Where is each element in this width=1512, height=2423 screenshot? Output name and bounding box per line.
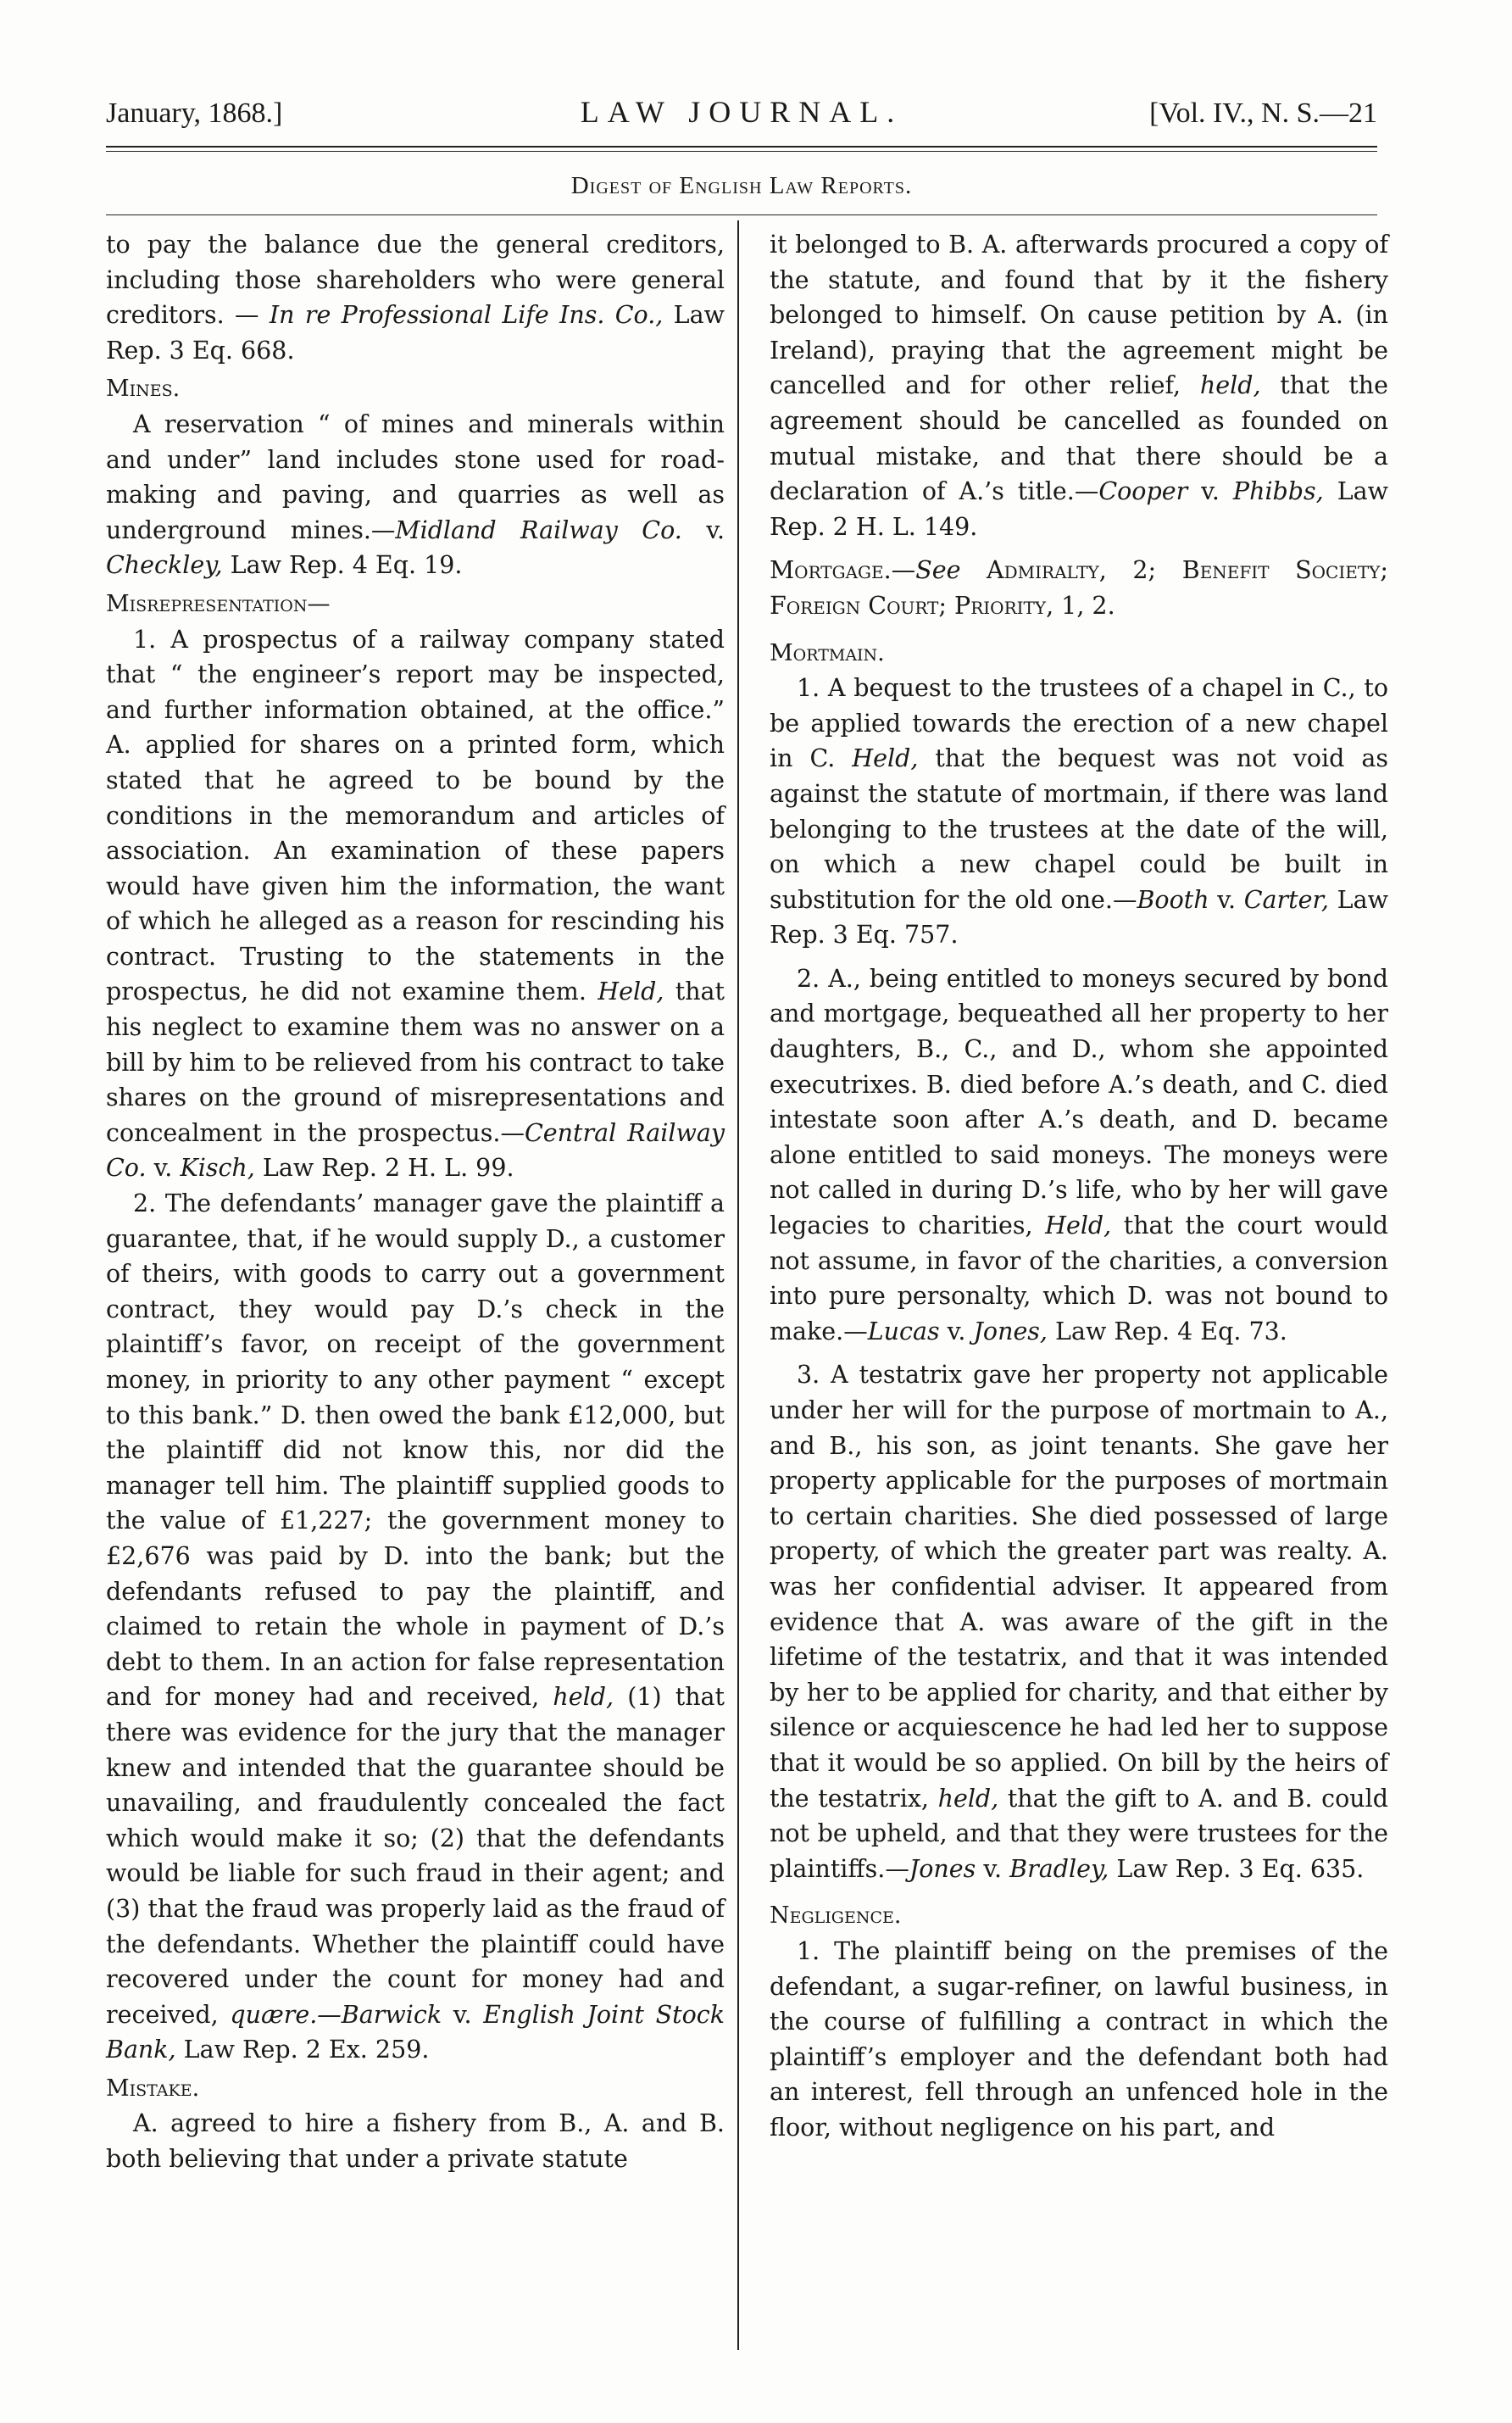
header-date: January, 1868.] <box>106 97 283 129</box>
header-journal-title: LAW JOURNAL. <box>580 95 903 129</box>
paragraph-mines: A reservation “ of mines and minerals within and under” land includes stone used for road-making and paving, and quarries as well as underground mines.—Midland Railway Co. v. Checkley, Law Rep. 4 Eq. 19. <box>106 409 725 580</box>
section-title: Digest of English Law Reports. <box>570 172 913 199</box>
case-name: English Joint Stock Bank, <box>106 2000 725 2064</box>
column-divider <box>737 220 739 2350</box>
heading-mortgage: Mortgage.—See Admiralty, 2; Benefit Society; Foreign Court; Priority, 1, 2. <box>770 556 1388 620</box>
paragraph-cooper-phibbs: it belonged to B. A. afterwards procured a copy of the statute, and found that by it the fishery belonged to himself. On cause petition by A. (in Ireland), praying that the agreement might be cancelled and for other relief, held, that the agreement should be cancelled as founded on mutual mistake, and that there should be a declaration of A.’s title.—Cooper v. Phibbs, Law Rep. 2 H. L. 149. <box>770 231 1389 541</box>
case-name: Cooper <box>1098 477 1188 506</box>
paragraph-mortmain-2: 2. A., being entitled to moneys secured by bond and mortgage, bequeathed all her property to her daughters, B., C., and D., whom she appointed executrixes. B. died before A.’s death, and C. died intestate soon after A.’s death, and D. became alone entitled to said moneys. The moneys were not called in during D.’s life, who by her will gave legacies to charities, Held, that the court would not assume, in favor of the charities, a conversion into pure personalty, which D. was not bound to make.—Lucas v. Jones, Law Rep. 4 Eq. 73. <box>770 964 1389 1345</box>
case-name: Lucas <box>867 1317 940 1345</box>
case-name: Barwick <box>341 2000 442 2029</box>
running-header <box>106 89 1377 140</box>
right-column <box>770 227 1388 2145</box>
heading-mines: Mines. <box>106 376 181 403</box>
case-name: Booth <box>1137 885 1209 914</box>
header-rule-thick <box>106 146 1377 148</box>
case-name: Jones <box>909 1854 976 1883</box>
section-rule <box>106 214 1377 215</box>
heading-mortmain: Mortmain. <box>770 639 885 666</box>
paragraph-mistake: A. agreed to hire a fishery from B., A. and B. both believing that under a private statute <box>106 2109 725 2174</box>
case-name: Midland Railway Co. <box>395 515 682 544</box>
case-name: Jones, <box>973 1317 1048 1345</box>
case-name: Checkley, <box>106 551 223 580</box>
case-name: Central Railway Co. <box>106 1118 725 1183</box>
paragraph-misrepresentation-1: 1. A prospectus of a railway company stated that “ the engineer’s report may be inspected, and further information obtained, at the office.” A. applied for shares on a printed form, which stated that he agreed to be bound by the conditions in the memorandum and articles of association. An examination of these papers would have given him the information, the want of which he alleged as a reason for rescinding his contract. Trusting to the statements in the prospectus, he did not examine them. Held, that his neglect to examine them was no answer on a bill by him to be relieved from his contract to take shares on the ground of misrepresentations and concealment in the prospectus.—Central Railway Co. v. Kisch, Law Rep. 2 H. L. 99. <box>106 625 725 1183</box>
paragraph-negligence-1: 1. The plaintiff being on the premises of the defendant, a sugar-refiner, on lawful business, in the course of fulfilling a contract in which the plaintiff’s employer and the defendant both had an interest, fell through an unfenced hole in the floor, without negligence on his part, and <box>770 1936 1388 2142</box>
left-column <box>106 227 725 2177</box>
case-name: Bradley, <box>1009 1854 1109 1883</box>
heading-misrepresentation: Misrepresentation— <box>106 590 331 617</box>
header-rule-thin <box>106 151 1377 152</box>
paragraph-mortmain-1: 1. A bequest to the trustees of a chapel in C., to be applied towards the erection of a new chapel in C. Held, that the bequest was not void as against the statute of mortmain, if there was land belonging to the trustees at the date of the will, on which a new chapel could be built in substitution for the old one.—Booth v. Carter, Law Rep. 3 Eq. 757. <box>770 674 1388 950</box>
case-name: Phibbs, <box>1232 477 1324 506</box>
paragraph-misrepresentation-2: 2. The defendants’ manager gave the plaintiff a guarantee, that, if he would supply D., a customer of theirs, with goods to carry out a government contract, they would pay D.’s check in the plaintiff’s favor, on receipt of the government money, in priority to any other payment “ except to this bank.” D. then owed the bank £12,000, but the plaintiff did not know this, nor did the manager tell him. The plaintiff supplied goods to the value of £1,227; the government money to £2,676 was paid by D. into the bank; but the defendants refused to pay the plaintiff, and claimed to retain the whole in payment of D.’s debt to them. In an action for false representation and for money had and received, held, (1) that there was evidence for the jury that the manager knew and intended that the guarantee should be unavailing, and fraudulently concealed the fact which would make it so; (2) that the defendants would be liable for such fraud in their agent; and (3) that the fraud was properly laid as the fraud of the defendants. Whether the plaintiff could have recovered under the count for money had and received, quære.—Barwick v. English Joint Stock Bank, Law Rep. 2 Ex. 259. <box>106 1189 725 2064</box>
case-name: Carter, <box>1243 885 1329 914</box>
paragraph-mortmain-3: 3. A testatrix gave her property not applicable under her will for the purpose of mortmain to A., and B., his son, as joint tenants. She gave her property applicable for the purposes of mortmain to certain charities. She died possessed of large property, of which the greater part was realty. A. was her confidential adviser. It appeared from evidence that A. was aware of the gift in the lifetime of the testatrix, and that it was intended by her to be applied for charity, and that either by silence or acquiescence he had led her to suppose that it would be so applied. On bill by the heirs of the testatrix, held, that the gift to A. and B. could not be upheld, and that they were trustees for the plaintiffs.—Jones v. Bradley, Law Rep. 3 Eq. 635. <box>770 1361 1388 1883</box>
case-name: In re Professional Life Ins. Co., <box>269 301 664 330</box>
heading-negligence: Negligence. <box>770 1902 902 1930</box>
header-volume: [Vol. IV., N. S.—21 <box>1149 97 1377 129</box>
heading-mistake: Mistake. <box>106 2075 200 2102</box>
case-name: Kisch, <box>180 1154 255 1183</box>
paragraph-professional-life: to pay the balance due the general creditors, including those shareholders who were general creditors. — In re Professional Life Ins. Co., Law Rep. 3 Eq. 668. <box>106 231 725 365</box>
